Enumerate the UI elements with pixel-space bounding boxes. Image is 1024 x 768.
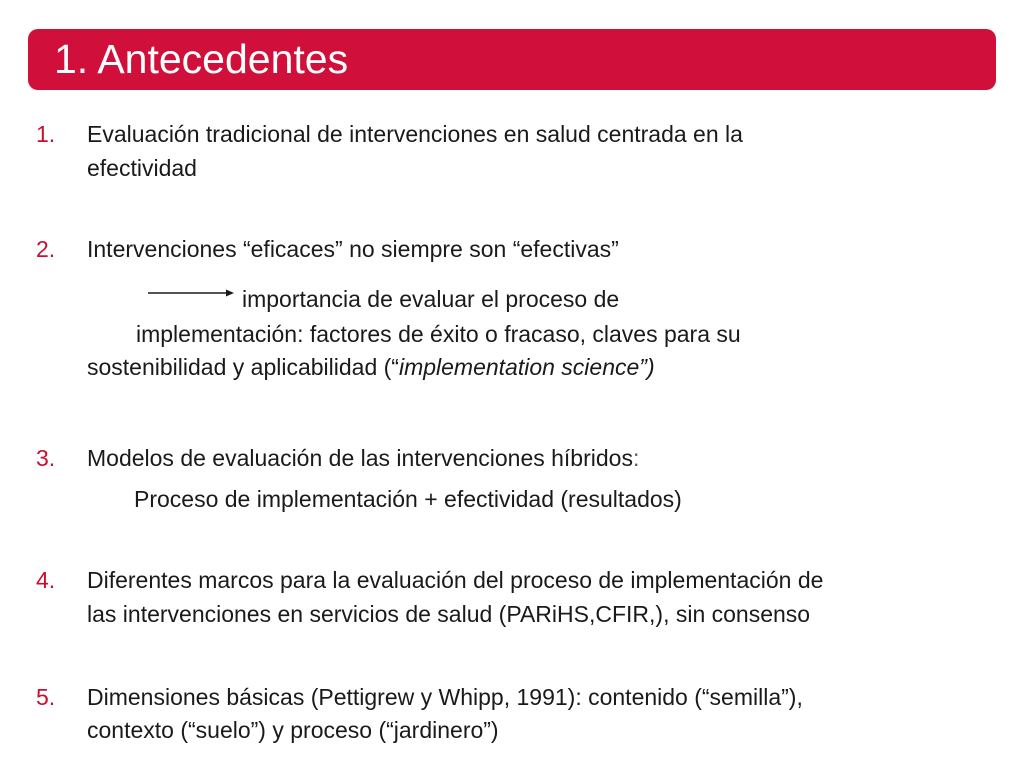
item-number: 4. bbox=[36, 567, 56, 593]
sub-text-prefix: sostenibilidad y aplicabilidad (“ bbox=[87, 354, 399, 380]
sub-text: Proceso de implementación + efectividad (resultados) bbox=[134, 486, 682, 512]
item-colon: : bbox=[632, 445, 640, 471]
sub-text-italic: implementation science”) bbox=[398, 354, 655, 380]
item-text: efectividad bbox=[87, 155, 197, 181]
item-text: Diferentes marcos para la evaluación del proceso de implementación de bbox=[87, 567, 824, 593]
item-number: 3. bbox=[36, 445, 56, 471]
right-arrow-icon bbox=[148, 286, 234, 300]
sub-text: implementación: factores de éxito o fracaso, claves para su bbox=[136, 321, 741, 347]
item-text: Evaluación tradicional de intervenciones en salud centrada en la bbox=[87, 121, 743, 147]
sub-text bbox=[87, 353, 655, 381]
title-banner bbox=[28, 29, 996, 90]
item-number: 1. bbox=[36, 121, 56, 147]
item-text: contexto (“suelo”) y proceso (“jardinero”) bbox=[87, 717, 499, 743]
item-text: Dimensiones básicas (Pettigrew y Whipp, 1991): contenido (“semilla”), bbox=[87, 684, 803, 710]
slide-title: 1. Antecedentes bbox=[54, 36, 349, 82]
item-text: las intervenciones en servicios de salud (PARiHS,CFIR,), sin consenso bbox=[87, 601, 811, 627]
sub-text: importancia de evaluar el proceso de bbox=[242, 286, 620, 312]
item-text: Intervenciones “eficaces” no siempre son “efectivas” bbox=[87, 236, 619, 262]
item-text-main: Modelos de evaluación de las intervenciones híbridos bbox=[87, 445, 633, 471]
item-text bbox=[87, 444, 639, 472]
item-number: 2. bbox=[36, 236, 56, 262]
item-number: 5. bbox=[36, 684, 56, 710]
